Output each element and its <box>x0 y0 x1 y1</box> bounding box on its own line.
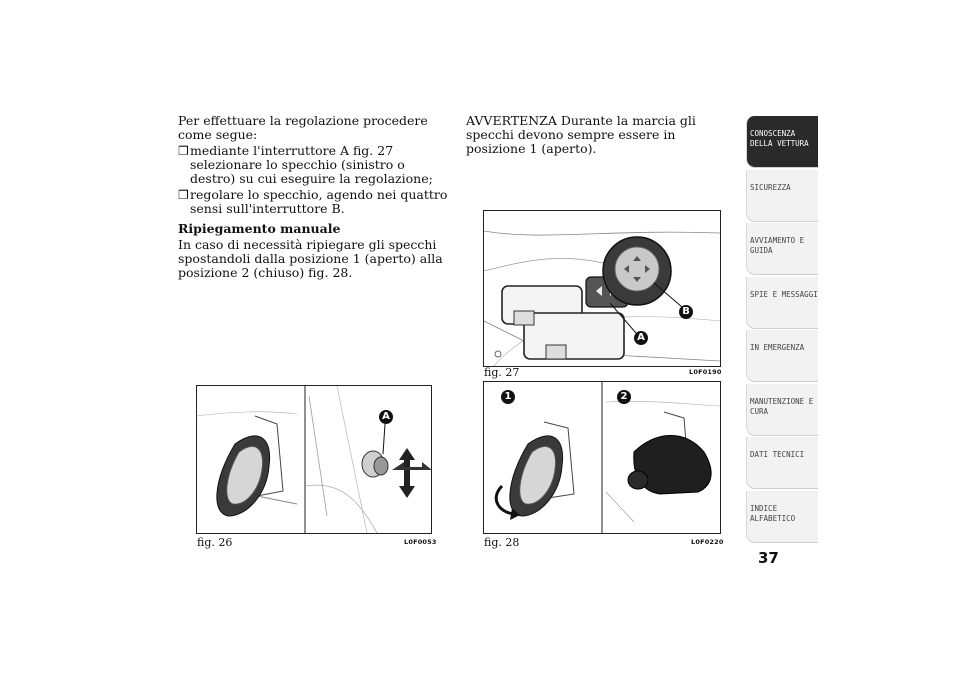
figure-27-code: L0F0190 <box>689 368 722 376</box>
checkbox-bullet-icon: ❒ <box>178 188 189 202</box>
tab-indice-alfabetico[interactable]: INDICE ALFABETICO <box>746 491 818 543</box>
tab-sicurezza[interactable]: SICUREZZA <box>746 170 818 222</box>
callout-2-badge: 2 <box>617 390 631 404</box>
intro-text: Per effettuare la regolazione procedere come segue: <box>178 113 428 142</box>
bullet-text: mediante l'interruttore A fig. 27 selezionare lo specchio (sinistro o destro) su cui eseguire la regolazione; <box>190 143 433 186</box>
callout-b-badge: B <box>679 305 693 319</box>
tab-manutenzione-e-cura[interactable]: MANUTENZIONE E CURA <box>746 384 818 436</box>
tab-dati-tecnici[interactable]: DATI TECNICI <box>746 437 818 489</box>
figure-28-image <box>483 381 721 534</box>
bullet-text: regolare lo specchio, agendo nei quattro sensi sull'interruttore B. <box>190 187 448 216</box>
callout-a-badge: A <box>634 331 648 345</box>
chapter-tabs <box>746 116 818 544</box>
figure-26-image <box>196 385 432 534</box>
figure-27-image <box>483 210 721 367</box>
figure-28-caption: fig. 28 <box>484 536 520 549</box>
figure-26-code: L0F0053 <box>404 538 437 546</box>
figure-26-caption: fig. 26 <box>197 536 233 549</box>
right-column <box>466 114 728 156</box>
warning-text: AVVERTENZA Durante la marcia gli specchi devono sempre essere in posizione 1 (aperto). <box>466 113 696 156</box>
figure-28-code: L0F0220 <box>691 538 724 546</box>
bullet-item <box>178 144 448 186</box>
callout-1-badge: 1 <box>501 390 515 404</box>
checkbox-bullet-icon: ❒ <box>178 144 189 158</box>
callout-a-badge: A <box>379 410 393 424</box>
section-heading: Ripiegamento manuale <box>178 221 341 236</box>
tab-in-emergenza[interactable]: IN EMERGENZA <box>746 330 818 382</box>
tab-conoscenza-della-vettura[interactable]: CONOSCENZA DELLA VETTURA <box>746 116 818 168</box>
tab-spie-e-messaggi[interactable]: SPIE E MESSAGGI <box>746 277 818 329</box>
tab-avviamento-e-guida[interactable]: AVVIAMENTO E GUIDA <box>746 223 818 275</box>
bullet-item <box>178 188 448 216</box>
figure-27-caption: fig. 27 <box>484 366 520 379</box>
body-paragraph: In caso di necessità ripiegare gli specchi spostandoli dalla posizione 1 (aperto) alla posizione 2 (chiuso) fig. 28. <box>178 237 443 280</box>
page-number: 37 <box>758 549 779 567</box>
left-column <box>178 114 448 282</box>
